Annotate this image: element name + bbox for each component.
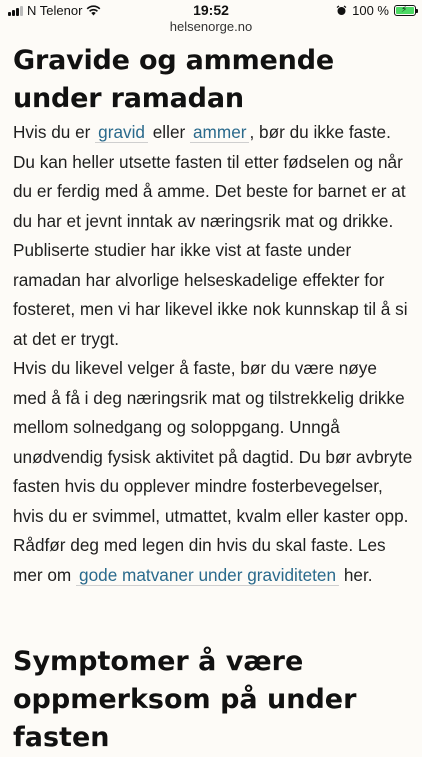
paragraph-text: eller [147, 122, 190, 142]
link-gravid[interactable]: gravid [95, 122, 148, 143]
address-bar-url[interactable]: helsenorge.no [169, 19, 253, 34]
paragraph-1 [13, 118, 413, 354]
battery-level [396, 7, 414, 14]
clock: 19:52 [193, 2, 229, 18]
paragraph-text: , bør du ikke faste. Du kan heller utsette fasten til etter fødselen og når du er ferdig med å amme. Det beste for barnet er at du har et jevnt inntak av næringsrik mat og drikke. Publiserte studier har ikke vist at faste under ramadan har alvorlige helseskadelige effekter for fosteret, men vi har likevel ikke nok kunnskap til å si at det er trygt. [13, 122, 408, 349]
paragraph-text: Hvis du likevel velger å faste, bør du være nøye med å få i deg næringsrik mat og tilstrekkelig drikke mellom solnedgang og soloppgang. Unngå unødvendig fysisk aktivitet på dagtid. Du bør avbryte fasten hvis du opplever mindre fosterbevegelser, hvis du er svimmel, utmattet, kvalm eller kaster opp. Rådfør deg med legen din hvis du skal faste. Les mer om [13, 358, 413, 585]
paragraph-2 [13, 354, 413, 590]
link-matvaner[interactable]: gode matvaner under graviditeten [76, 565, 339, 586]
paragraph-text: Hvis du er [13, 122, 96, 142]
status-right [336, 3, 416, 18]
link-ammer[interactable]: ammer [190, 122, 249, 143]
status-bar [0, 0, 422, 38]
carrier-label: N Telenor [27, 3, 83, 18]
page-title: Gravide og ammende under ramadan [13, 45, 334, 114]
battery-percent: 100 % [352, 3, 389, 18]
alarm-clock-icon [336, 5, 347, 16]
section-heading: Symptomer å være oppmerksom på under fasten [13, 646, 357, 753]
battery-icon [394, 5, 416, 16]
paragraph-text: her. [339, 564, 373, 585]
article [13, 42, 413, 757]
